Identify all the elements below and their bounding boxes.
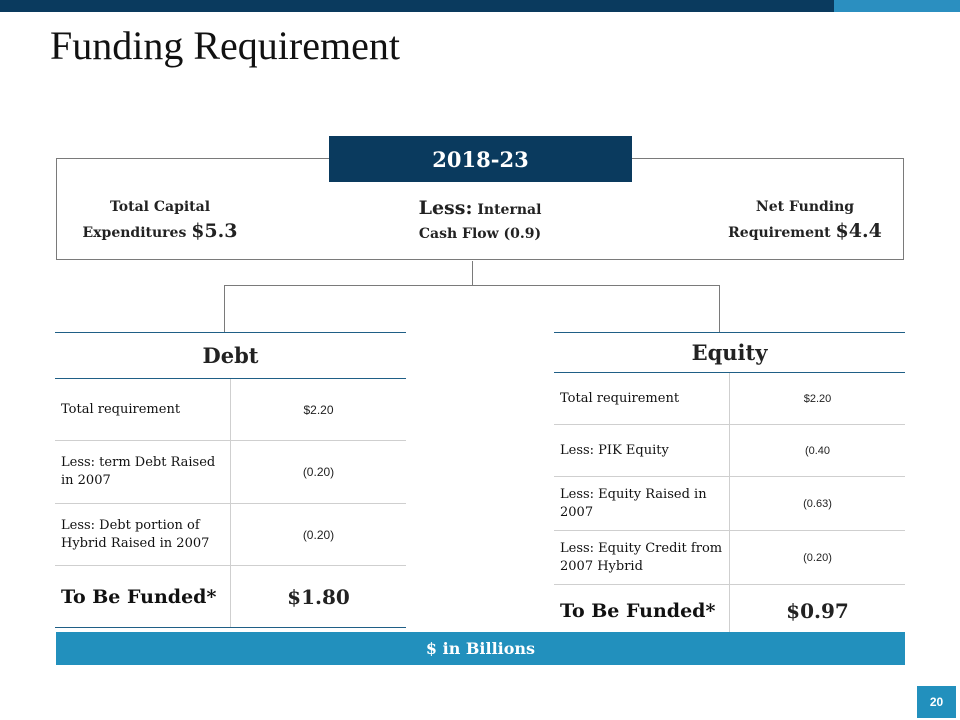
table-row	[55, 379, 406, 441]
less-word: Less:	[418, 197, 473, 219]
debt-row-label: Total requirement	[55, 379, 231, 441]
internal-cash-flow-summary	[380, 196, 580, 246]
equity-row-value: (0.40	[730, 425, 906, 477]
debt-panel	[55, 332, 406, 628]
connector-line-horizontal	[224, 285, 720, 286]
equity-row-value: $2.20	[730, 373, 906, 425]
connector-line-vertical-left	[224, 285, 225, 333]
debt-row-label: Less: Debt portion of Hybrid Raised in 2007	[55, 504, 231, 566]
equity-row-label: Less: Equity Raised in 2007	[554, 477, 730, 531]
equity-table	[554, 373, 905, 638]
debt-heading: Debt	[55, 332, 406, 379]
net-funding-row	[720, 219, 890, 245]
equity-row-label: Less: PIK Equity	[554, 425, 730, 477]
table-row	[55, 504, 406, 566]
debt-table	[55, 379, 406, 628]
net-funding-label-line1: Net Funding	[755, 199, 855, 215]
top-accent-bar-light	[834, 0, 960, 12]
equity-heading: Equity	[554, 332, 905, 373]
equity-row-label: Total requirement	[554, 373, 730, 425]
equity-row-label: Less: Equity Credit from 2007 Hybrid	[554, 531, 730, 585]
total-capex-label-line2: Expenditures	[82, 225, 187, 241]
internal-cash-flow-row	[380, 196, 580, 222]
total-capex-label-line1: Total Capital	[109, 199, 211, 215]
top-accent-bar-dark	[0, 0, 834, 12]
connector-line-vertical-center	[472, 261, 473, 286]
debt-row-value: (0.20)	[231, 504, 407, 566]
page-number: 20	[917, 686, 956, 718]
total-capex-row	[70, 219, 250, 245]
equity-total-row	[554, 585, 905, 638]
equity-row-value: (0.20)	[730, 531, 906, 585]
units-banner: $ in Billions	[56, 632, 905, 665]
equity-row-value: (0.63)	[730, 477, 906, 531]
net-funding-label-line2: Requirement	[728, 225, 831, 241]
table-row	[554, 373, 905, 425]
total-capex-value: $5.3	[191, 220, 238, 242]
period-tab: 2018-23	[329, 136, 632, 182]
table-row	[554, 531, 905, 585]
net-funding-value: $4.4	[835, 220, 882, 242]
page-title: Funding Requirement	[50, 23, 400, 68]
connector-line-vertical-right	[719, 285, 720, 333]
debt-row-value: (0.20)	[231, 441, 407, 504]
total-capex-summary	[70, 195, 250, 245]
equity-panel	[554, 332, 905, 638]
equity-total-label: To Be Funded*	[554, 585, 730, 638]
internal-label-line2: Cash Flow (0.9)	[418, 226, 542, 242]
debt-row-value: $2.20	[231, 379, 407, 441]
equity-total-value: $0.97	[730, 585, 906, 638]
net-funding-summary	[720, 195, 890, 245]
table-row	[554, 477, 905, 531]
debt-total-row	[55, 566, 406, 628]
internal-label-line1: Internal	[477, 202, 542, 218]
table-row	[554, 425, 905, 477]
debt-total-label: To Be Funded*	[55, 566, 231, 628]
debt-total-value: $1.80	[231, 566, 407, 628]
table-row	[55, 441, 406, 504]
debt-row-label: Less: term Debt Raised in 2007	[55, 441, 231, 504]
